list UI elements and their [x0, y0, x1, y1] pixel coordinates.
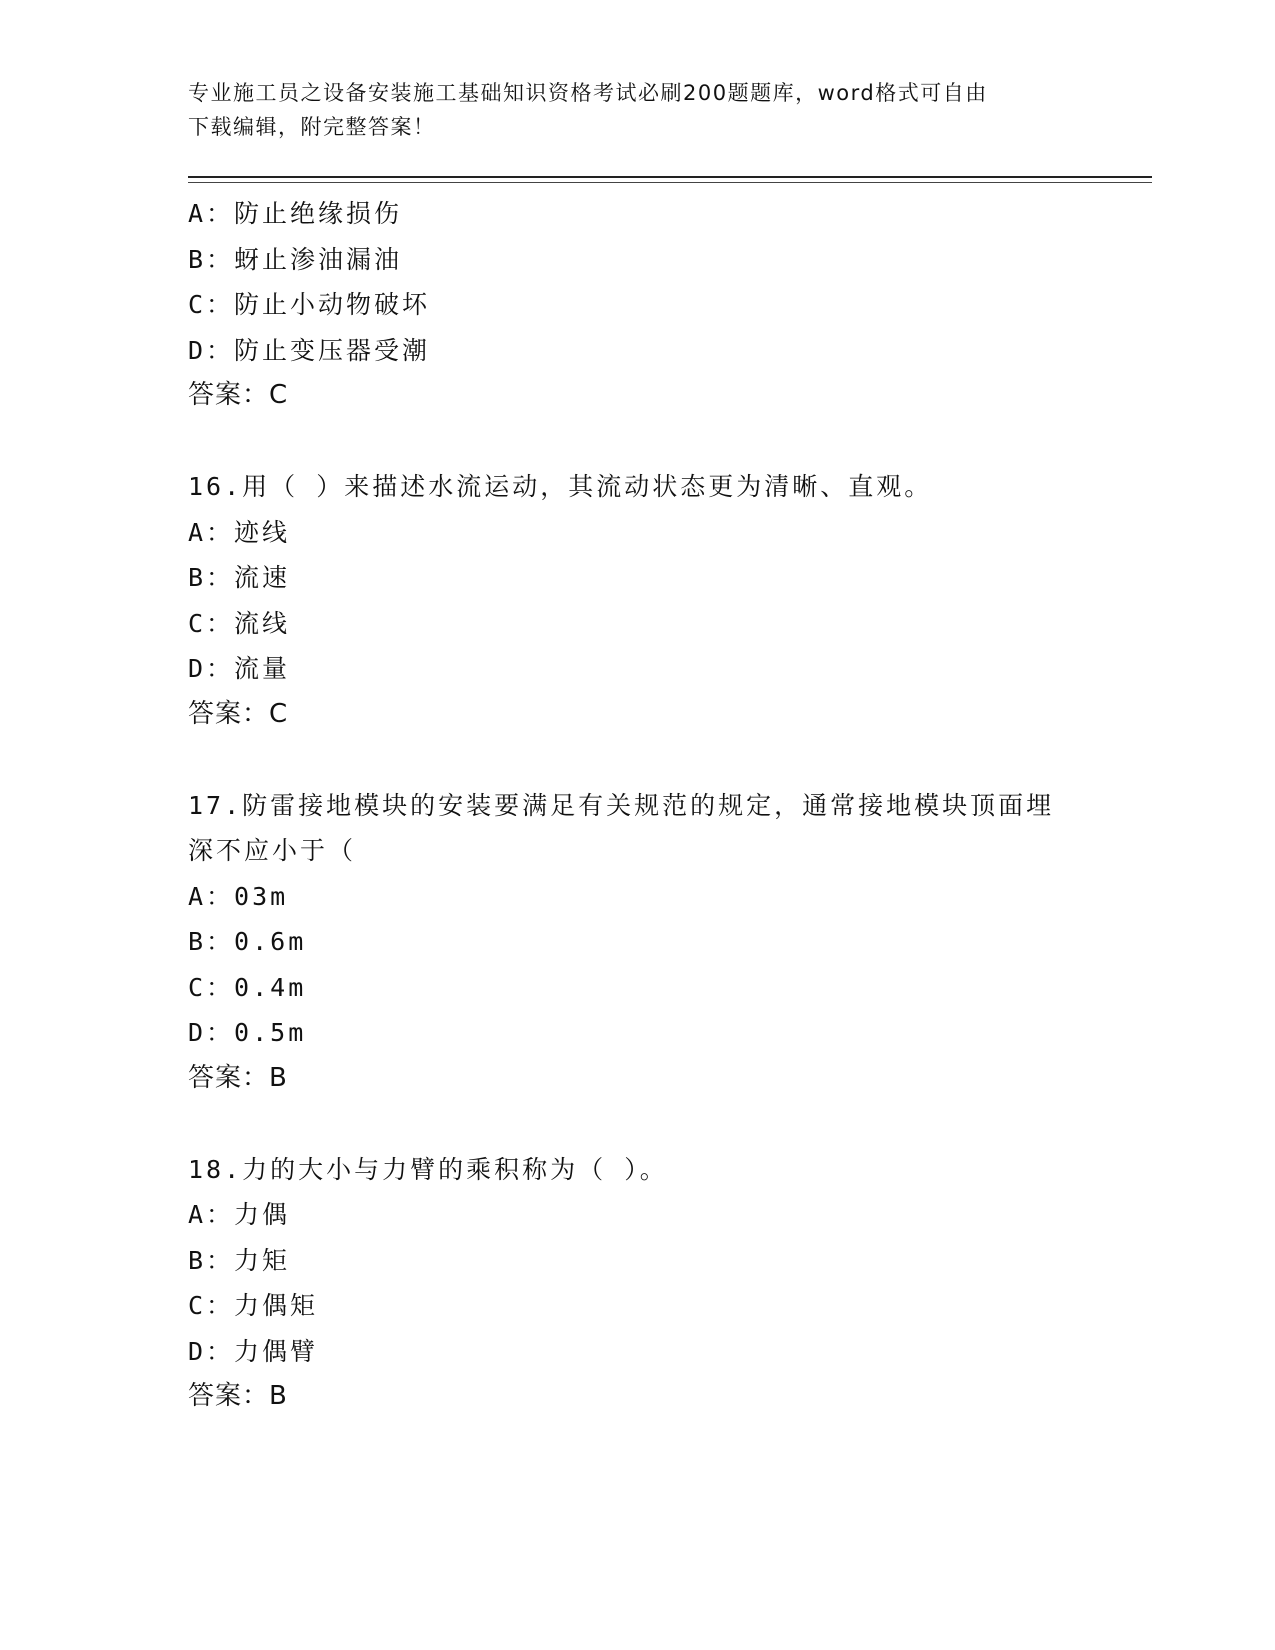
question-block	[188, 783, 1088, 1102]
answer-line: 答案：C	[188, 380, 289, 410]
option-c: C：0.4m	[188, 972, 307, 1002]
option-a: A：力偶	[188, 1200, 291, 1229]
question-stem-line-2: 深不应小于（	[188, 836, 357, 865]
option-d: D：流量	[188, 654, 291, 683]
question-block	[188, 1147, 1088, 1420]
answer-line: 答案：C	[188, 698, 289, 729]
question-gap	[188, 419, 1088, 465]
option-b: B：力矩	[188, 1245, 291, 1275]
option-d: D：防止变压器受潮	[188, 335, 431, 365]
option-a: A：03m	[188, 881, 289, 911]
answer-line: 答案：B	[188, 1062, 288, 1093]
question-stem: 16.用（ ）来描述水流运动，其流动状态更为清晰、直观。	[188, 472, 933, 501]
header-rule-thin	[188, 182, 1152, 183]
question-stem-line-1: 17.防雷接地模块的安装要满足有关规范的规定，通常接地模块顶面埋	[188, 790, 1055, 820]
question-block	[188, 191, 1088, 419]
option-d: D：0.5m	[188, 1018, 307, 1047]
option-d: D：力偶臂	[188, 1336, 319, 1366]
option-a: A：防止绝缘损伤	[188, 199, 403, 228]
answer-line: 答案：B	[188, 1381, 288, 1411]
option-b: B：0.6m	[188, 927, 307, 956]
question-stem: 18.力的大小与力臂的乘积称为（ ）。	[188, 1154, 668, 1184]
question-gap	[188, 737, 1088, 783]
option-b: B：蚜止渗油漏油	[188, 244, 403, 274]
option-c: C：流线	[188, 608, 291, 638]
question-list	[188, 191, 1088, 1420]
option-b: B：流速	[188, 563, 291, 592]
header-rule-thick	[188, 176, 1152, 178]
option-c: C：防止小动物破坏	[188, 290, 431, 319]
question-block	[188, 464, 1088, 737]
document-header: 专业施工员之设备安装施工基础知识资格考试必刷200题题库，word格式可自由 下载编辑，附完整答案！	[188, 81, 988, 139]
option-a: A：迹线	[188, 517, 291, 547]
option-c: C：力偶矩	[188, 1291, 319, 1320]
question-gap	[188, 1101, 1088, 1147]
